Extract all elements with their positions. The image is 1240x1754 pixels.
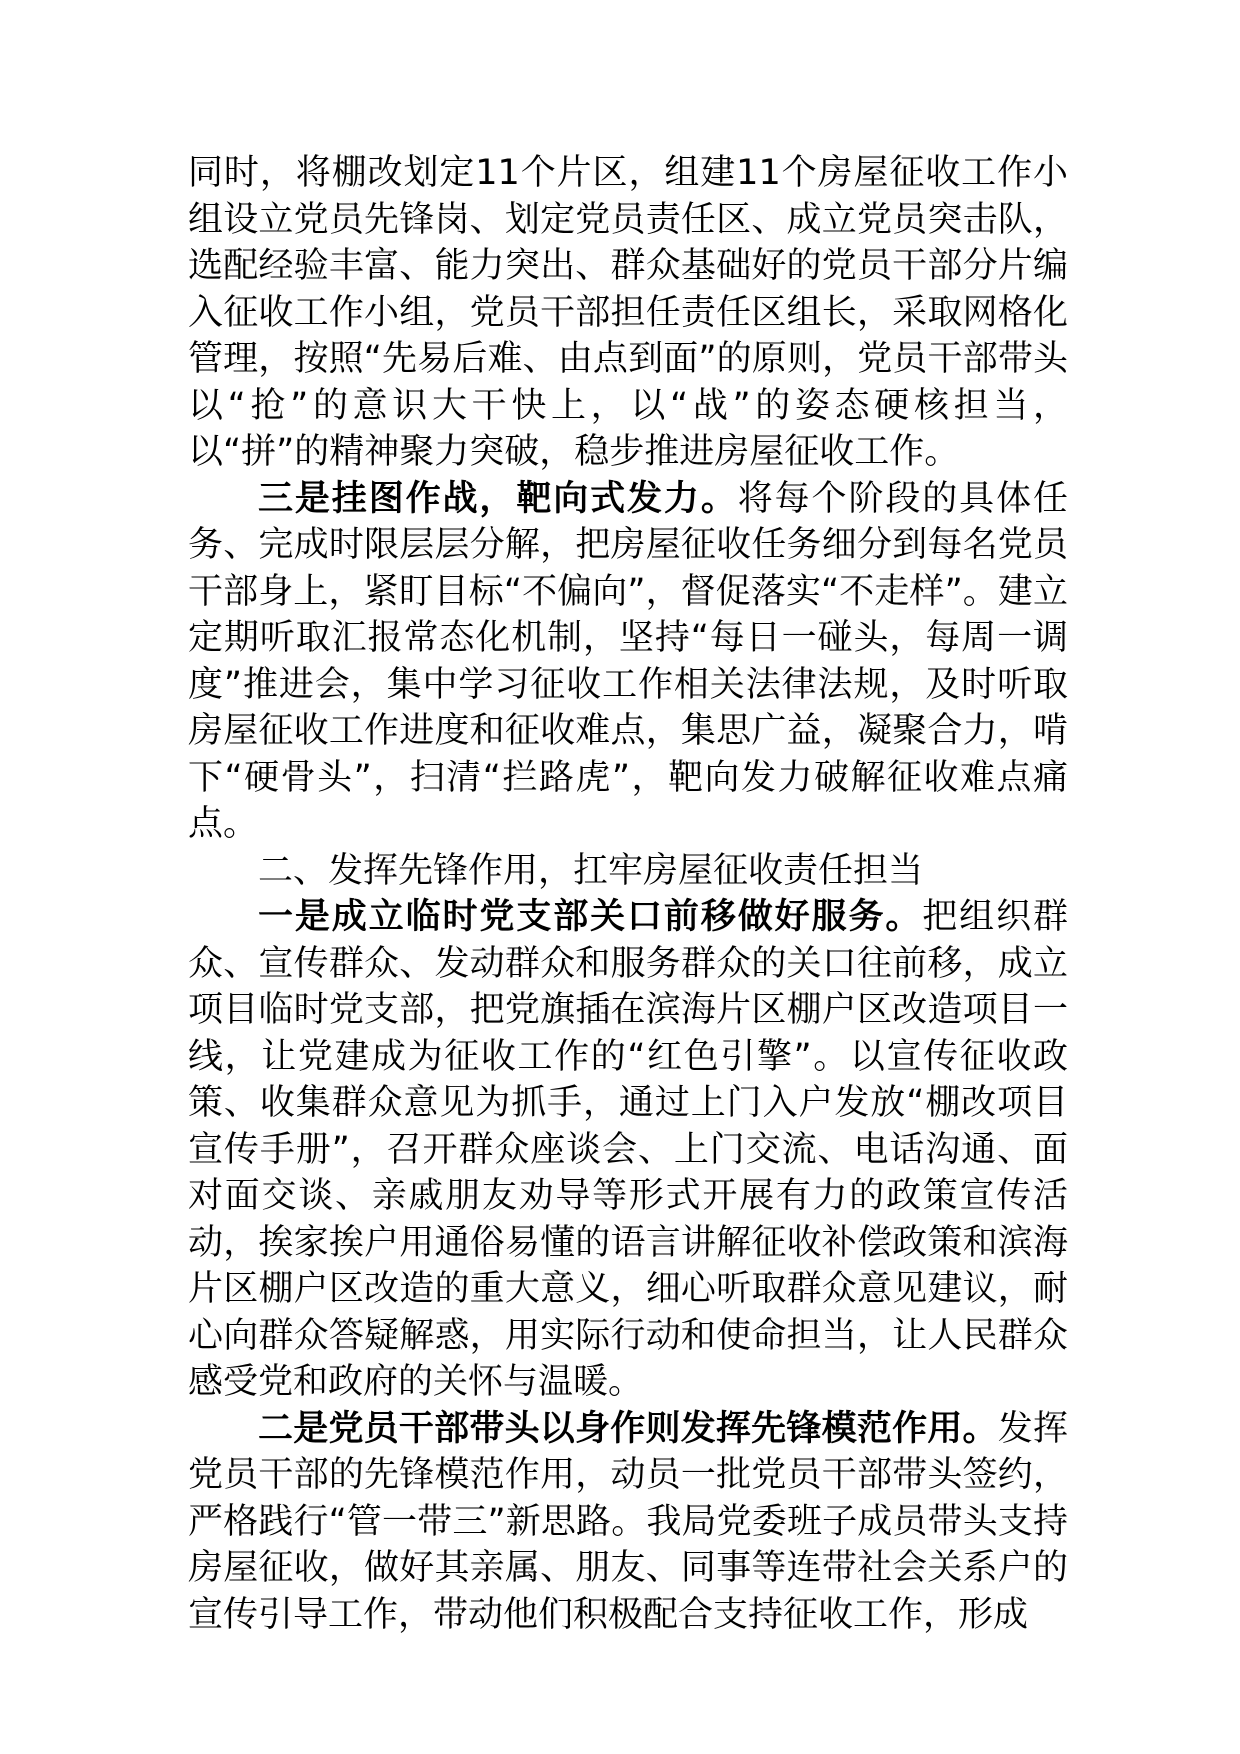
paragraph-1 — [188, 150, 1068, 476]
section-heading — [188, 848, 1068, 895]
paragraph-2-lead: 三是挂图作战，靶向式发力。 — [258, 478, 738, 519]
paragraph-5-text: 发挥党员干部的先锋模范作用，动员一批党员干部带头签约，严格践行“管一带三”新思路。我局党委班子成员带头支持房屋征收，做好其亲属、朋友、同事等连带社会关系户的宣传引导工作，带动他们积极配合支持征收工作，形成 — [188, 1408, 1068, 1635]
paragraph-2 — [188, 476, 1068, 848]
paragraph-5 — [188, 1406, 1068, 1639]
paragraph-1-text: 同时，将棚改划定11个片区，组建11个房屋征收工作小组设立党员先锋岗、划定党员责任区、成立党员突击队，选配经验丰富、能力突出、群众基础好的党员干部分片编入征收工作小组，党员干部担任责任区组长，采取网格化管理，按照“先易后难、由点到面”的原则，党员干部带头以“抢”的意识大干快上，以“战”的姿态硬核担当，以“拼”的精神聚力突破，稳步推进房屋征收工作。 — [188, 153, 1068, 472]
paragraph-4 — [188, 894, 1068, 1406]
paragraph-2-text: 将每个阶段的具体任务、完成时限层层分解，把房屋征收任务细分到每名党员干部身上，紧盯目标“不偏向”，督促落实“不走样”。建立定期听取汇报常态化机制，坚持“每日一碰头，每周一调度”推进会，集中学习征收工作相关法律法规，及时听取房屋征收工作进度和征收难点，集思广益，凝聚合力，啃下“硬骨头”，扫清“拦路虎”，靶向发力破解征收难点痛点。 — [188, 478, 1068, 844]
paragraph-4-lead: 一是成立临时党支部关口前移做好服务。 — [258, 897, 923, 937]
document-body — [188, 150, 1068, 1638]
section-heading-text: 二、发挥先锋作用，扛牢房屋征收责任担当 — [258, 850, 924, 891]
paragraph-4-text: 把组织群众、宣传群众、发动群众和服务群众的关口往前移，成立项目临时党支部，把党旗插在滨海片区棚户区改造项目一线，让党建成为征收工作的“红色引擎”。以宣传征收政策、收集群众意见为抓手，通过上门入户发放“棚改项目宣传手册”，召开群众座谈会、上门交流、电话沟通、面对面交谈、亲戚朋友劝导等形式开展有力的政策宣传活动，挨家挨户用通俗易懂的语言讲解征收补偿政策和滨海片区棚户区改造的重大意义，细心听取群众意见建议，耐心向群众答疑解惑，用实际行动和使命担当，让人民群众感受党和政府的关怀与温暖。 — [188, 897, 1068, 1402]
paragraph-5-lead: 二是党员干部带头以身作则发挥先锋模范作用。 — [258, 1408, 998, 1449]
